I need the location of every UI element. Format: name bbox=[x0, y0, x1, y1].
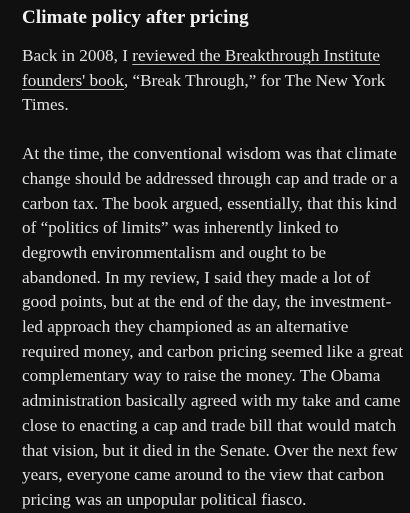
intro-paragraph bbox=[22, 44, 406, 118]
section-heading: Climate policy after pricing bbox=[22, 7, 249, 28]
article-body bbox=[22, 6, 406, 513]
intro-text-after-link: , “Break Through,” for The New York Times. bbox=[22, 70, 386, 115]
book-review-link[interactable]: reviewed the Breakthrough Institute founders' book bbox=[22, 46, 380, 90]
body-paragraph: At the time, the conventional wisdom was that climate change should be addressed through cap and trade or a carbon tax. The book argued, essentially, that this kind of “politics of limits” was inherently linked to degrowth environmentalism and ought to be abandoned. In my review, I said they made a lot of good points, but at the end of the day, the investment-led approach they championed as an alternative required money, and carbon pricing seemed like a great complementary way to raise the money. The Obama administration basically agreed with my take and came close to enacting a cap and trade bill that would match that vision, but it died in the Senate. Over the next few years, everyone came around to the view that carbon pricing was an unpopular political fiasco. bbox=[22, 144, 404, 509]
intro-text-before-link: Back in 2008, I bbox=[22, 46, 133, 65]
